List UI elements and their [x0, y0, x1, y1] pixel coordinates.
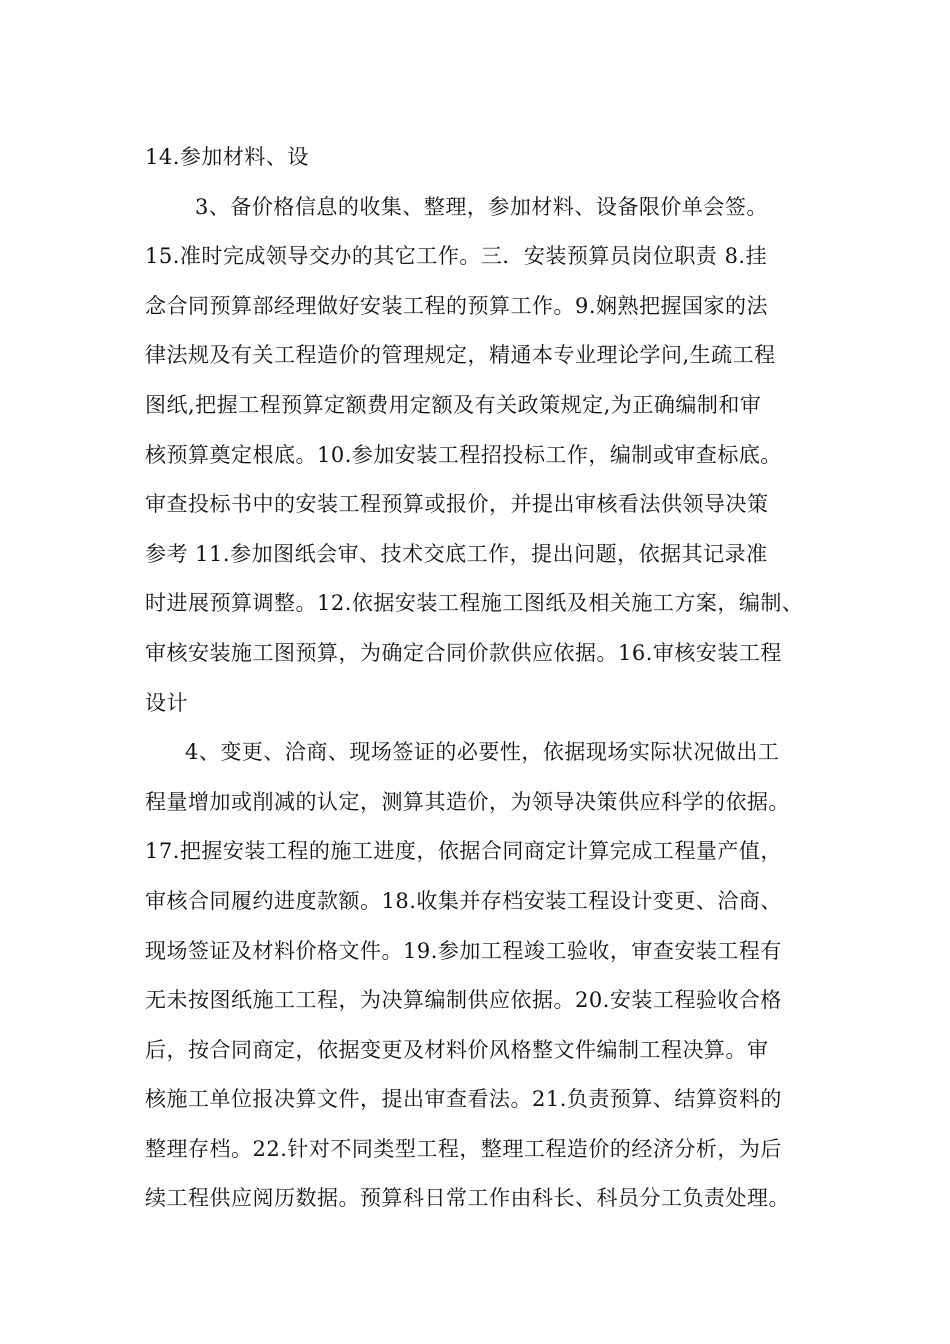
document-body — [145, 133, 825, 1224]
text-line: 15.准时完成领导交办的其它工作。三．安装预算员岗位职责 8.挂 — [145, 244, 768, 269]
text-line: 17.把握安装工程的施工进度，依据合同商定计算完成工程量产值， — [145, 839, 782, 864]
text-line: 念合同预算部经理做好安装工程的预算工作。9.娴熟把握国家的法 — [145, 293, 769, 318]
text-line: 无未按图纸施工工程，为决算编制供应依据。20.安装工程验收合格 — [145, 988, 782, 1013]
text-line: 程量增加或削减的认定，测算其造价，为领导决策供应科学的依据。 — [145, 789, 790, 814]
text-line: 审核安装施工图预算，为确定合同价款供应依据。16.审核安装工程 — [145, 640, 782, 665]
text-line: 参考 11.参加图纸会审、技术交底工作，提出问题，依据其记录准 — [145, 541, 768, 566]
text-line: 3、备价格信息的收集、整理，参加材料、设备限价单会签。 — [195, 194, 768, 219]
text-line: 审核合同履约进度款额。18.收集并存档安装工程设计变更、洽商、 — [145, 888, 782, 913]
text-line: 核施工单位报决算文件，提出审查看法。21.负责预算、结算资料的 — [145, 1087, 782, 1112]
text-line: 审查投标书中的安装工程预算或报价，并提出审核看法供领导决策 — [145, 492, 769, 517]
text-line: 现场签证及材料价格文件。19.参加工程竣工验收，审查安装工程有 — [145, 938, 782, 963]
text-line: 整理存档。22.针对不同类型工程，整理工程造价的经济分析，为后 — [145, 1136, 782, 1161]
text-line: 14.参加材料、设 — [145, 145, 309, 169]
text-line: 续工程供应阅历数据。预算科日常工作由科长、科员分工负责处理。 — [145, 1186, 790, 1211]
text-line: 时进展预算调整。12.依据安装工程施工图纸及相关施工方案，编制、 — [145, 591, 804, 616]
text-line: 核预算奠定根底。10.参加安装工程招投标工作，编制或审查标底。 — [145, 442, 782, 467]
text-line: 图纸,把握工程预算定额费用定额及有关政策规定,为正确编制和审 — [145, 392, 762, 417]
text-line: 律法规及有关工程造价的管理规定，精通本专业理论学问,生疏工程 — [145, 343, 776, 368]
text-line: 设计 — [145, 690, 188, 715]
text-line: 后，按合同商定，依据变更及材料价风格整文件编制工程决算。审 — [145, 1037, 769, 1062]
text-line: 4、变更、洽商、现场签证的必要性，依据现场实际状况做出工 — [185, 740, 780, 765]
